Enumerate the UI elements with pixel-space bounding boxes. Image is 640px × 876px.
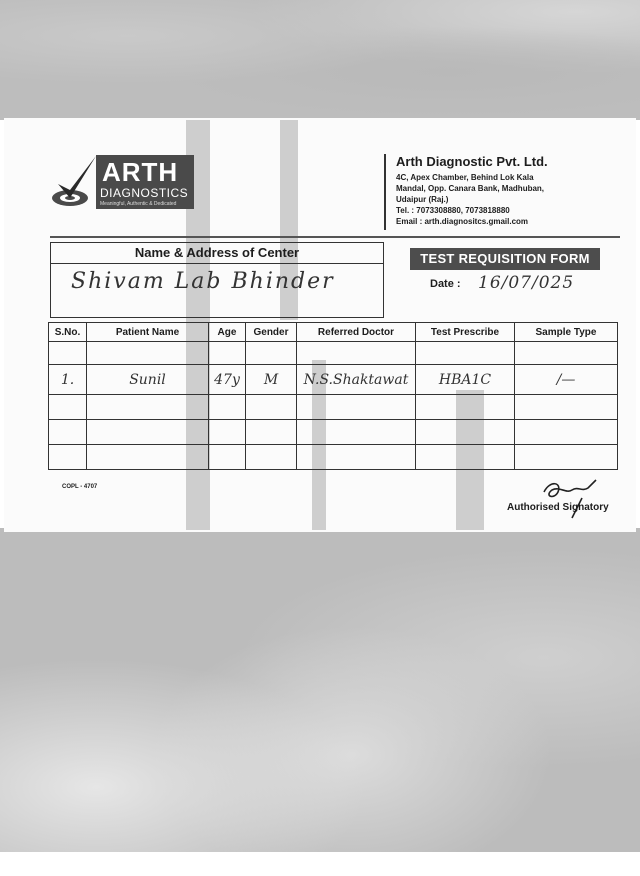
cell-gender [246,445,297,470]
cell-gender [246,395,297,420]
cell-sno [49,445,87,470]
col-header-age: Age [209,323,246,342]
cell-age [209,395,246,420]
cell-age [209,445,246,470]
email-line: Email : arth.diagnositcs.gmail.com [396,217,529,226]
table-row [49,365,618,395]
col-header-sno: S.No. [49,323,87,342]
cell-patient-name [87,420,209,445]
col-header-sample-type: Sample Type [515,323,618,342]
cell-sample-type [515,395,618,420]
cell-sno [49,342,87,365]
signature-scribble [532,478,604,520]
address-line: Udaipur (Raj.) [396,195,449,204]
cell-gender: M [246,365,297,395]
cell-referred-doctor [297,342,416,365]
cell-referred-doctor [297,395,416,420]
col-header-patient-name: Patient Name [87,323,209,342]
col-header-test-prescribe: Test Prescribe [416,323,515,342]
cell-gender [246,342,297,365]
date-value-handwritten: 16/07/025 [478,273,575,293]
logo-subtitle: DIAGNOSTICS [100,186,189,200]
cell-referred-doctor [297,445,416,470]
table-header-row [49,323,618,342]
company-logo [50,150,200,214]
cell-test-prescribe [416,342,515,365]
cell-sample-type [515,420,618,445]
company-info [396,154,626,227]
scan-bottom-edge [0,852,640,876]
patient-table [48,322,618,470]
center-name-handwritten: Shivam Lab Bhinder [71,269,335,294]
cell-patient-name [87,342,209,365]
header-divider [384,154,386,230]
cell-test-prescribe [416,420,515,445]
cell-test-prescribe [416,445,515,470]
center-heading: Name & Address of Center [51,243,383,264]
address-line: 4C, Apex Chamber, Behind Lok Kala [396,173,534,182]
cell-patient-name [87,395,209,420]
address-line: Mandal, Opp. Canara Bank, Madhuban, [396,184,545,193]
cell-patient-name: Sunil [87,365,209,395]
center-address-box [50,242,384,318]
table-row [49,445,618,470]
logo-tagline: Meaningful, Authentic & Dedicated [100,201,177,207]
cell-sample-type: /— [515,365,618,395]
cell-referred-doctor [297,420,416,445]
cell-gender [246,420,297,445]
company-name: Arth Diagnostic Pvt. Ltd. [396,154,548,169]
cell-test-prescribe: HBA1C [416,365,515,395]
target-check-icon [50,154,98,210]
cell-sample-type [515,445,618,470]
col-header-gender: Gender [246,323,297,342]
date-label: Date : [430,278,461,290]
cell-sample-type [515,342,618,365]
cell-referred-doctor: N.S.Shaktawat [297,365,416,395]
cell-sno [49,395,87,420]
form-title-badge: TEST REQUISITION FORM [410,248,600,270]
table-row [49,342,618,365]
cell-test-prescribe [416,395,515,420]
cell-age: 47y [209,365,246,395]
cell-patient-name [87,445,209,470]
cell-sno [49,420,87,445]
scan-background-top [0,0,640,120]
form-code: COPL - 4707 [62,484,98,490]
cell-sno: 1. [49,365,87,395]
logo-name: ARTH [102,157,179,187]
logo-wordmark [96,155,194,209]
header-rule [50,236,620,238]
authorised-signatory-label: Authorised Signatory [507,502,609,513]
phone-line: Tel. : 7073308880, 7073818880 [396,206,510,215]
cell-age [209,420,246,445]
table-row [49,420,618,445]
cell-age [209,342,246,365]
col-header-referred-doctor: Referred Doctor [297,323,416,342]
table-row [49,395,618,420]
scan-background-bottom [0,528,640,852]
